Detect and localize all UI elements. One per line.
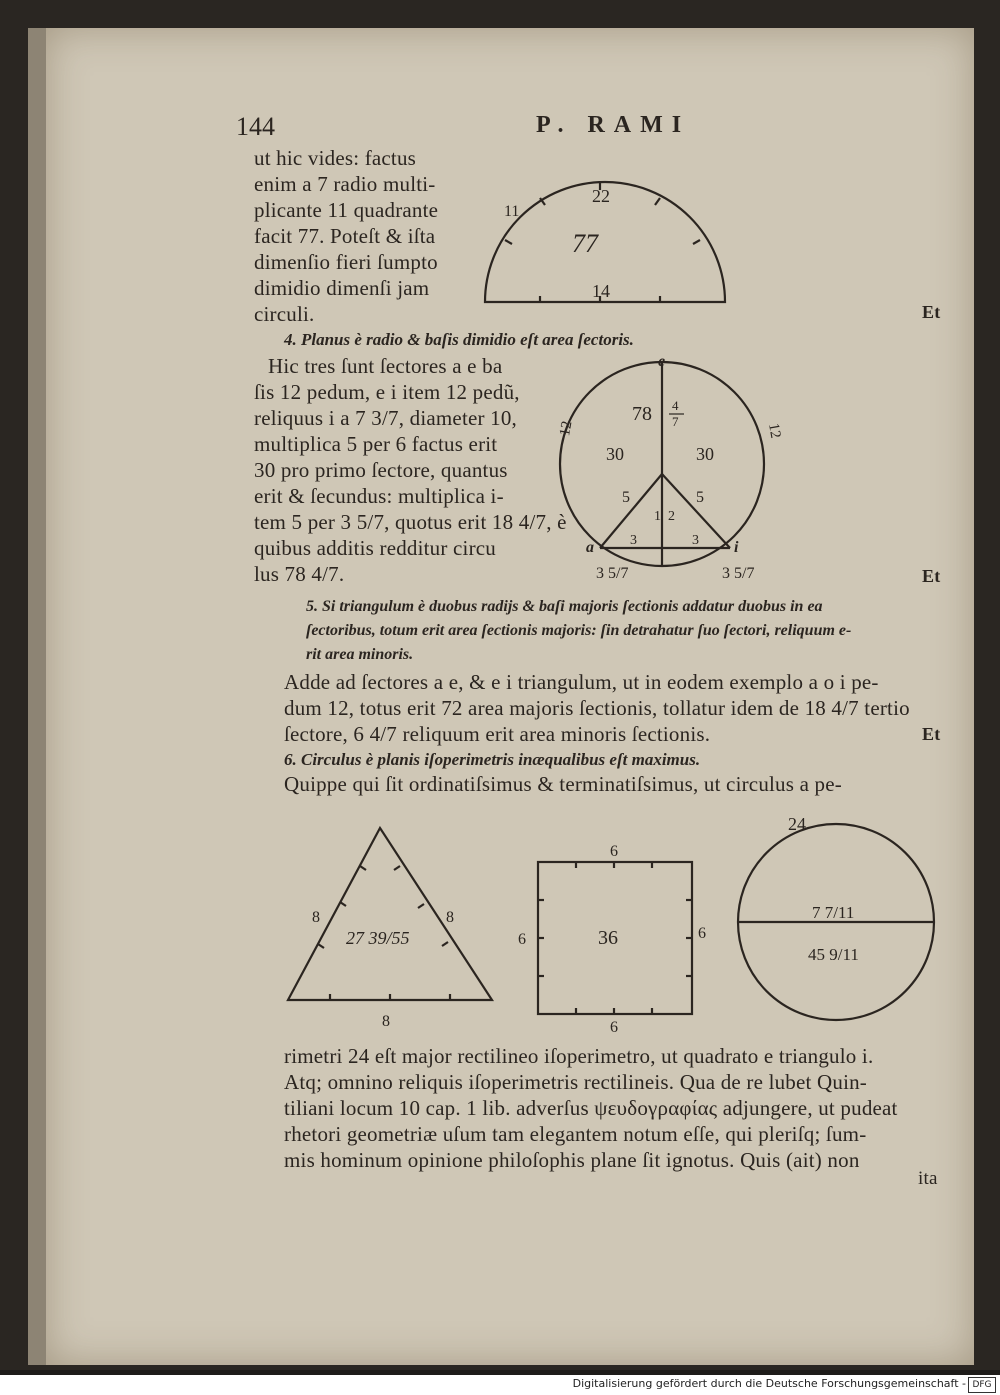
text-line: Quippe qui ſit ordinatiſsimus & terminatiſsimus, ut circulus a pe- [284, 772, 842, 796]
catchword: Et [922, 302, 941, 322]
text-line: circuli. [254, 302, 315, 326]
fig3-area: 27 39/55 [346, 928, 410, 948]
fig2-frac-num: 4 [672, 398, 679, 413]
fig4-left: 6 [518, 931, 526, 948]
text-line: Adde ad ſectores a e, & e i triangulum, ut in eodem exemplo a o i pe- [284, 670, 879, 694]
text-line: multiplica 5 per 6 factus erit [254, 432, 498, 456]
fig2-rad-left: 5 [622, 489, 630, 506]
catchword: ita [918, 1168, 938, 1189]
fig5-area: 45 9/11 [808, 945, 859, 964]
fig2-top-letter: e [658, 353, 666, 370]
catchword: Et [922, 566, 941, 586]
footer-bar [0, 1375, 1000, 1395]
fig5-circumference: 24 [788, 814, 806, 834]
fig4-area: 36 [598, 927, 618, 949]
text-line: facit 77. Poteſt & iſta [254, 224, 436, 248]
fig2-frac-den: 7 [672, 414, 679, 429]
text-line: plicante 11 quadrante [254, 198, 439, 222]
fig3-base: 8 [382, 1013, 390, 1030]
fig2-half-right: 3 [692, 533, 699, 548]
fig3-side-right: 8 [446, 909, 454, 926]
running-title: P. RAMI [536, 112, 691, 138]
text-line: ut hic vides: factus [254, 146, 417, 170]
text-line: ſis 12 pedum, e i item 12 pedũ, [254, 380, 520, 404]
text-line: mis hominum opinione philoſophis plane ſit ignotus. Quis (ait) non [284, 1148, 860, 1172]
catchword: Et [922, 724, 941, 744]
fig2-area-top: 78 [632, 403, 652, 425]
dfg-logo: DFG [968, 1377, 996, 1393]
proposition-heading: 6. Circulus è planis iſoperimetris inæqualibus eſt maximus. [284, 750, 701, 769]
text-line: dimenſio fieri ſumpto [254, 250, 438, 274]
fig2-left-sector: 30 [606, 444, 624, 464]
text-line: ſectore, 6 4/7 reliquum erit area minoris ſectionis. [284, 722, 711, 746]
proposition-heading: 4. Planus è radio & baſis dimidio eſt area ſectoris. [284, 330, 634, 349]
text-line: lus 78 4/7. [254, 562, 345, 586]
fig2-rad-right: 5 [696, 489, 704, 506]
fig2-seg1: 1 [654, 509, 661, 524]
proposition-5-line: 5. Si triangulum è duobus radijs & baſi majoris ſectionis addatur duobus in ea [306, 598, 823, 615]
fig2-arc-left: 12 [557, 419, 576, 438]
fig3-side-left: 8 [312, 909, 320, 926]
proposition-5-line: ſectoribus, totum erit area ſectionis majoris: ſin detrahatur ſuo ſectori, reliquum e- [306, 622, 852, 639]
fig2-bottom-left: 3 5/7 [596, 565, 629, 582]
text-line: erit & ſecundus: multiplica i- [254, 484, 504, 508]
fig1-area-label: 77 [572, 229, 598, 258]
fig2-left-letter: a [586, 539, 594, 556]
text-line: reliquus i a 7 3/7, diameter 10, [254, 406, 518, 430]
fig2-half-left: 3 [630, 533, 637, 548]
text-line: 30 pro primo ſectore, quantus [254, 458, 508, 482]
text-line: dum 12, totus erit 72 area majoris ſectionis, tollatur idem de 18 4/7 tertio [284, 696, 910, 720]
footer-credit: Digitalisierung gefördert durch die Deutsche Forschungsgemeinschaft - [572, 1377, 966, 1390]
fig1-base-label: 14 [592, 281, 610, 301]
fig2-right-sector: 30 [696, 444, 714, 464]
text-line: tem 5 per 3 5/7, quotus erit 18 4/7, è [254, 510, 567, 534]
fig2-right-letter: i [734, 539, 739, 556]
sector-circle-figure [560, 362, 764, 566]
fig1-side-label: 11 [504, 203, 520, 220]
fig4-bottom: 6 [610, 1019, 618, 1036]
fig4-right: 6 [698, 925, 706, 942]
text-line: dimidio dimenſi jam [254, 276, 430, 300]
fig2-arc-right: 12 [765, 422, 784, 440]
fig1-arc-label: 22 [592, 186, 610, 206]
page-number: 144 [236, 112, 275, 141]
text-line: Hic tres ſunt ſectores a e ba [268, 354, 503, 378]
text-line: enim a 7 radio multi- [254, 172, 436, 196]
text-line: rhetori geometriæ uſum tam elegantem notum eſſe, qui pleriſq; ſum- [284, 1122, 867, 1146]
isoperimetric-circle-figure [738, 824, 934, 1020]
proposition-5-line: rit area minoris. [306, 646, 414, 663]
fig2-bottom-right: 3 5/7 [722, 565, 755, 582]
fig2-seg2: 2 [668, 509, 675, 524]
text-line: rimetri 24 eſt major rectilineo iſoperimetro, ut quadrato e triangulo i. [284, 1044, 874, 1068]
text-line: tiliani locum 10 cap. 1 lib. adverſus ψευδογραφίας adjungere, ut pudeat [284, 1096, 898, 1120]
fig4-top: 6 [610, 843, 618, 860]
text-line: Atq; omnino reliquis iſoperimetris rectilineis. Qua de re lubet Quin- [284, 1070, 868, 1094]
fig5-radius: 7 7/11 [812, 903, 855, 922]
text-line: quibus additis redditur circu [254, 536, 496, 560]
